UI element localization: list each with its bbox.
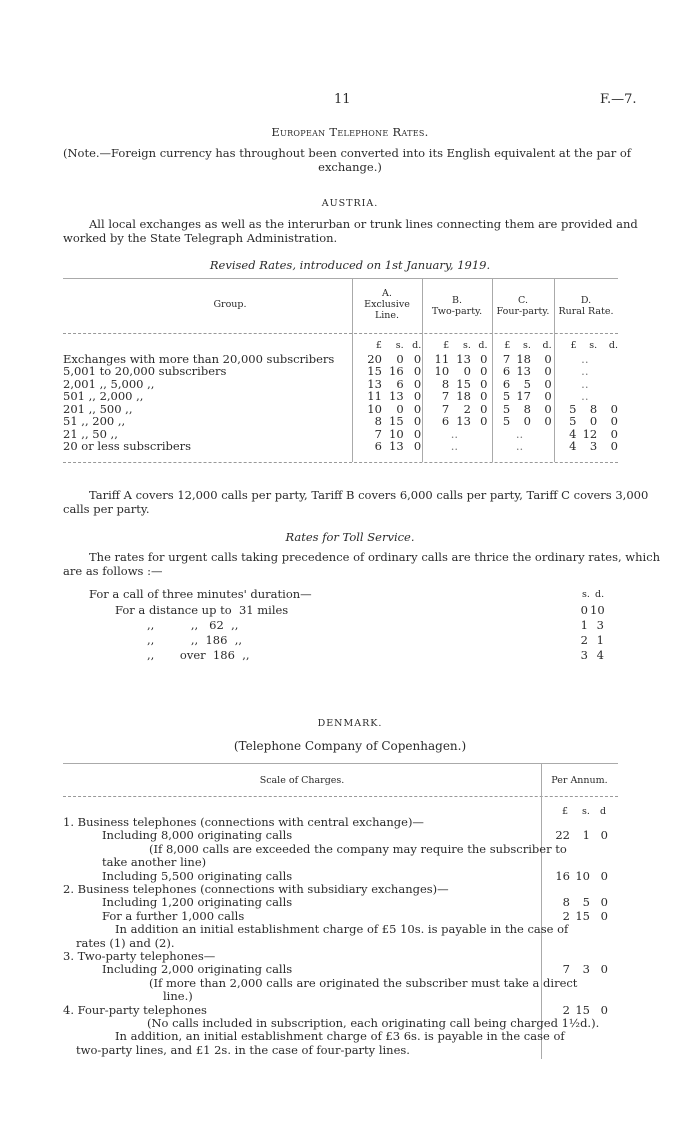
rate-cell-c: 0 — [544, 414, 552, 428]
rate-cell-a: 10 — [389, 426, 404, 441]
group-cell: 20 or less subscribers — [63, 439, 192, 453]
toll-intro: For a call of three minutes' duration— — [89, 587, 312, 601]
empty-rate-c: .. — [515, 439, 524, 453]
page-title: European Telephone Rates. — [271, 125, 429, 139]
charge-amount: 15 — [575, 908, 590, 923]
rate-cell-a: 0 — [396, 401, 404, 416]
charge-line: 4. Four-party telephones — [63, 1002, 207, 1017]
toll-pence: 1 — [596, 633, 604, 647]
rate-cell-b: 0 — [480, 376, 488, 391]
unit-label: £ — [570, 340, 577, 351]
rate-cell-a: 0 — [396, 351, 404, 366]
rate-cell-b: 10 — [434, 364, 450, 378]
rate-cell-c: 5 — [502, 401, 511, 416]
charge-line: two-party lines, and £1 2s. in the case of four-party lines. — [76, 1042, 410, 1057]
group-cell: 51 ,, 200 ,, — [63, 414, 126, 428]
rate-cell-a: 0 — [413, 414, 422, 428]
rate-cell-b: 13 — [456, 414, 471, 428]
charge-line: 2. Business telephones (connections with subsidiary exchanges)— — [63, 882, 449, 896]
charge-amount: 16 — [555, 868, 570, 883]
denmark-heading: DENMARK. — [317, 718, 383, 729]
units-row — [63, 340, 618, 353]
empty-rate-b: .. — [450, 426, 459, 441]
tariff-line-2: calls per party. — [63, 502, 150, 516]
austria-heading: AUSTRIA. — [321, 198, 379, 209]
charge-amount: 0 — [600, 908, 608, 923]
table-row — [63, 390, 618, 403]
rate-cell-c: 0 — [523, 414, 531, 428]
rate-cell-d: 12 — [582, 426, 598, 441]
toll-distance-label: For a distance up to 31 miles — [115, 603, 289, 617]
unit-label: s. — [589, 340, 598, 351]
charge-line: line.) — [163, 989, 193, 1004]
group-cell: 501 ,, 2,000 ,, — [63, 389, 144, 403]
rate-cell-c: 17 — [516, 389, 531, 403]
rate-cell-b: 2 — [463, 401, 471, 416]
austria-rates-table — [63, 340, 618, 453]
toll-shillings: 2 — [580, 633, 588, 647]
table-row — [63, 365, 618, 378]
empty-rate-b: .. — [450, 439, 459, 453]
group-cell: 5,001 to 20,000 subscribers — [63, 364, 227, 378]
rate-cell-a: 0 — [413, 401, 422, 416]
austria-intro-line-2: worked by the State Telegraph Administration. — [63, 231, 338, 245]
rate-cell-c: 7 — [502, 351, 511, 366]
note-line-2: exchange.) — [318, 160, 382, 174]
rate-cell-b: 18 — [456, 389, 471, 403]
charge-line: rates (1) and (2). — [76, 935, 175, 950]
rate-cell-c: 6 — [502, 364, 511, 378]
table-row — [63, 440, 618, 453]
denmark-col-divider — [541, 763, 542, 1059]
rate-cell-a: 16 — [389, 364, 404, 378]
rate-cell-c: 18 — [516, 351, 531, 366]
rate-cell-d: 8 — [589, 401, 598, 416]
rate-cell-d: 0 — [610, 439, 618, 453]
charge-line: For a further 1,000 calls — [102, 908, 245, 923]
rate-cell-c: 0 — [544, 401, 552, 416]
table-header-rule — [63, 333, 618, 334]
charge-line: In addition, an initial establishment charge of £3 6s. is payable in the case of — [115, 1029, 565, 1044]
rate-cell-a: 10 — [367, 401, 382, 416]
denmark-top-rule — [63, 763, 618, 764]
page-number: 11 — [334, 92, 351, 107]
toll-shillings: 1 — [580, 618, 588, 632]
charge-line: In addition an initial establishment charge of £5 10s. is payable in the case of — [115, 922, 569, 937]
rate-cell-a: 11 — [367, 389, 382, 403]
rate-cell-b: 15 — [456, 376, 471, 391]
charge-line: take another line) — [102, 855, 207, 870]
group-cell: 201 ,, 500 ,, — [63, 401, 133, 416]
annum-unit-s: s. — [582, 806, 590, 817]
charge-amount: 22 — [555, 828, 570, 843]
empty-rate-d: .. — [581, 389, 589, 403]
rate-cell-c: 0 — [544, 389, 552, 403]
charge-amount: 2 — [562, 908, 570, 923]
charge-amount: 2 — [562, 1002, 570, 1017]
rate-cell-a: 0 — [413, 364, 422, 378]
toll-shillings: 3 — [580, 648, 588, 662]
unit-label: £ — [443, 340, 450, 351]
rate-cell-a: 20 — [367, 351, 382, 366]
empty-rate-c: .. — [515, 426, 524, 441]
austria-intro-line-1: All local exchanges as well as the interurban or trunk lines connecting them are provided and — [89, 217, 638, 231]
charge-amount: 15 — [575, 1002, 590, 1017]
rate-cell-c: 0 — [544, 351, 552, 366]
group-cell: 2,001 ,, 5,000 ,, — [63, 376, 155, 391]
empty-rate-d: .. — [581, 351, 589, 366]
charge-amount: 10 — [575, 868, 590, 883]
rate-cell-c: 8 — [523, 401, 531, 416]
rate-cell-a: 0 — [413, 376, 422, 391]
charge-amount: 0 — [600, 962, 608, 977]
group-cell: 21 ,, 50 ,, — [63, 426, 118, 441]
charge-line: Including 2,000 originating calls — [102, 962, 293, 977]
unit-label: d. — [412, 340, 422, 351]
note-line-1: (Note.—Foreign currency has throughout been converted into its English equivalent at the par of — [63, 146, 632, 160]
toll-distance-label: ,, ,, 186 ,, — [147, 633, 243, 647]
rate-cell-b: 0 — [480, 389, 488, 403]
per-annum-header: Per Annum. — [551, 775, 608, 786]
charge-amount: 8 — [562, 895, 570, 910]
charge-line: Including 8,000 originating calls — [102, 828, 293, 843]
charge-line: Including 1,200 originating calls — [102, 895, 293, 910]
rate-cell-c: 5 — [502, 389, 511, 403]
table-row — [63, 403, 618, 416]
rate-cell-c: 6 — [502, 376, 511, 391]
rate-cell-b: 8 — [441, 376, 450, 391]
toll-unit-d: d. — [595, 589, 605, 600]
rate-cell-b: 0 — [463, 364, 471, 378]
rate-cell-b: 0 — [480, 364, 488, 378]
charge-amount: 3 — [582, 962, 590, 977]
charge-amount: 0 — [600, 828, 608, 843]
charge-line: (If 8,000 calls are exceeded the company may require the subscriber to — [149, 841, 567, 856]
units-spacer — [63, 340, 362, 353]
col-c-header: C. Four-party. — [496, 295, 550, 317]
rate-cell-a: 8 — [374, 414, 382, 428]
empty-rate-d: .. — [581, 364, 589, 378]
toll-pence: 10 — [590, 603, 605, 617]
charge-amount: 1 — [582, 828, 590, 843]
col-b-header: B. Two-party. — [431, 295, 483, 317]
rate-cell-c: 0 — [544, 364, 552, 378]
unit-label: s. — [523, 340, 531, 351]
rate-cell-d: 0 — [589, 414, 598, 428]
table-bottom-rule — [63, 462, 618, 463]
charge-amount: 0 — [600, 1002, 608, 1017]
unit-label: s. — [395, 340, 404, 351]
charge-amount: 7 — [562, 962, 570, 977]
rate-cell-d: 4 — [569, 439, 577, 453]
rate-cell-a: 13 — [389, 389, 404, 403]
rate-cell-c: 5 — [523, 376, 531, 391]
toll-line-2: are as follows :— — [63, 564, 163, 578]
toll-line-1: The rates for urgent calls taking precedence of ordinary calls are thrice the ordinary rates, which — [89, 550, 661, 564]
toll-unit-s: s. — [582, 589, 590, 600]
scale-header: Scale of Charges. — [259, 775, 345, 786]
annum-unit-pound: £ — [562, 806, 569, 817]
table-top-rule — [63, 278, 618, 279]
toll-title: Rates for Toll Service. — [285, 530, 415, 544]
toll-pence: 4 — [596, 648, 604, 662]
charge-amount: 5 — [582, 895, 590, 910]
rate-cell-a: 7 — [374, 426, 382, 441]
rate-cell-d: 5 — [569, 401, 577, 416]
toll-distance-label: ,, ,, 62 ,, — [147, 618, 239, 632]
charge-amount: 0 — [600, 868, 608, 883]
rate-cell-d: 4 — [569, 426, 577, 441]
empty-rate-d: .. — [581, 376, 589, 391]
group-header: Group. — [213, 299, 247, 310]
rate-cell-d: 0 — [610, 426, 618, 441]
unit-label: s. — [463, 340, 471, 351]
rate-cell-b: 7 — [441, 389, 450, 403]
rate-cell-b: 7 — [441, 401, 450, 416]
rate-cell-b: 11 — [434, 351, 450, 366]
rate-cell-b: 0 — [480, 351, 488, 366]
rate-cell-a: 0 — [413, 426, 422, 441]
table-row — [63, 415, 618, 428]
rate-cell-a: 0 — [413, 389, 422, 403]
unit-label: £ — [375, 340, 382, 351]
charge-line: 1. Business telephones (connections with central exchange)— — [63, 815, 424, 829]
rate-cell-a: 15 — [389, 414, 404, 428]
rate-cell-b: 0 — [480, 401, 488, 416]
charge-line: 3. Two-party telephones— — [63, 949, 216, 963]
document-code: F.—7. — [600, 92, 637, 107]
rate-cell-d: 0 — [610, 401, 618, 416]
tariff-line-1: Tariff A covers 12,000 calls per party, Tariff B covers 6,000 calls per party, Tariff C covers 3,000 — [89, 488, 649, 502]
charge-amount: 0 — [600, 895, 608, 910]
rate-cell-a: 6 — [396, 376, 404, 391]
rate-cell-c: 13 — [516, 364, 531, 378]
denmark-header-rule — [63, 796, 618, 797]
unit-label: d. — [478, 340, 488, 351]
charge-line: (If more than 2,000 calls are originated the subscriber must take a direct — [149, 975, 578, 990]
rate-cell-b: 13 — [456, 351, 471, 366]
col-d-header: D. Rural Rate. — [558, 295, 614, 317]
charge-line: (No calls included in subscription, each originating call being charged 1½d.). — [147, 1016, 600, 1030]
rate-cell-a: 0 — [413, 351, 422, 366]
rate-cell-a: 13 — [367, 376, 382, 391]
charge-line: Including 5,500 originating calls — [102, 868, 293, 883]
col-a-header: A. Exclusive Line. — [364, 288, 410, 321]
rate-cell-d: 5 — [569, 414, 577, 428]
rate-cell-a: 15 — [367, 364, 382, 378]
rate-cell-c: 0 — [544, 376, 552, 391]
annum-unit-d: d — [600, 806, 607, 817]
revised-rates-title: Revised Rates, introduced on 1st January, 1919. — [209, 258, 491, 272]
rate-cell-a: 0 — [413, 439, 422, 453]
unit-label: d. — [542, 340, 552, 351]
toll-distance-label: ,, over 186 ,, — [147, 648, 250, 662]
unit-label: d. — [608, 340, 618, 351]
toll-pence: 3 — [596, 618, 604, 632]
table-row — [63, 378, 618, 391]
denmark-subheading: (Telephone Company of Copenhagen.) — [233, 739, 467, 753]
rate-cell-b: 0 — [480, 414, 488, 428]
rate-cell-a: 13 — [389, 439, 404, 453]
rate-cell-c: 5 — [502, 414, 511, 428]
rate-cell-a: 6 — [374, 439, 382, 453]
rate-cell-d: 0 — [610, 414, 618, 428]
toll-shillings: 0 — [580, 603, 588, 617]
rate-cell-d: 3 — [589, 439, 598, 453]
rate-cell-b: 6 — [441, 414, 450, 428]
unit-label: £ — [504, 340, 511, 351]
group-cell: Exchanges with more than 20,000 subscribers — [63, 351, 335, 366]
